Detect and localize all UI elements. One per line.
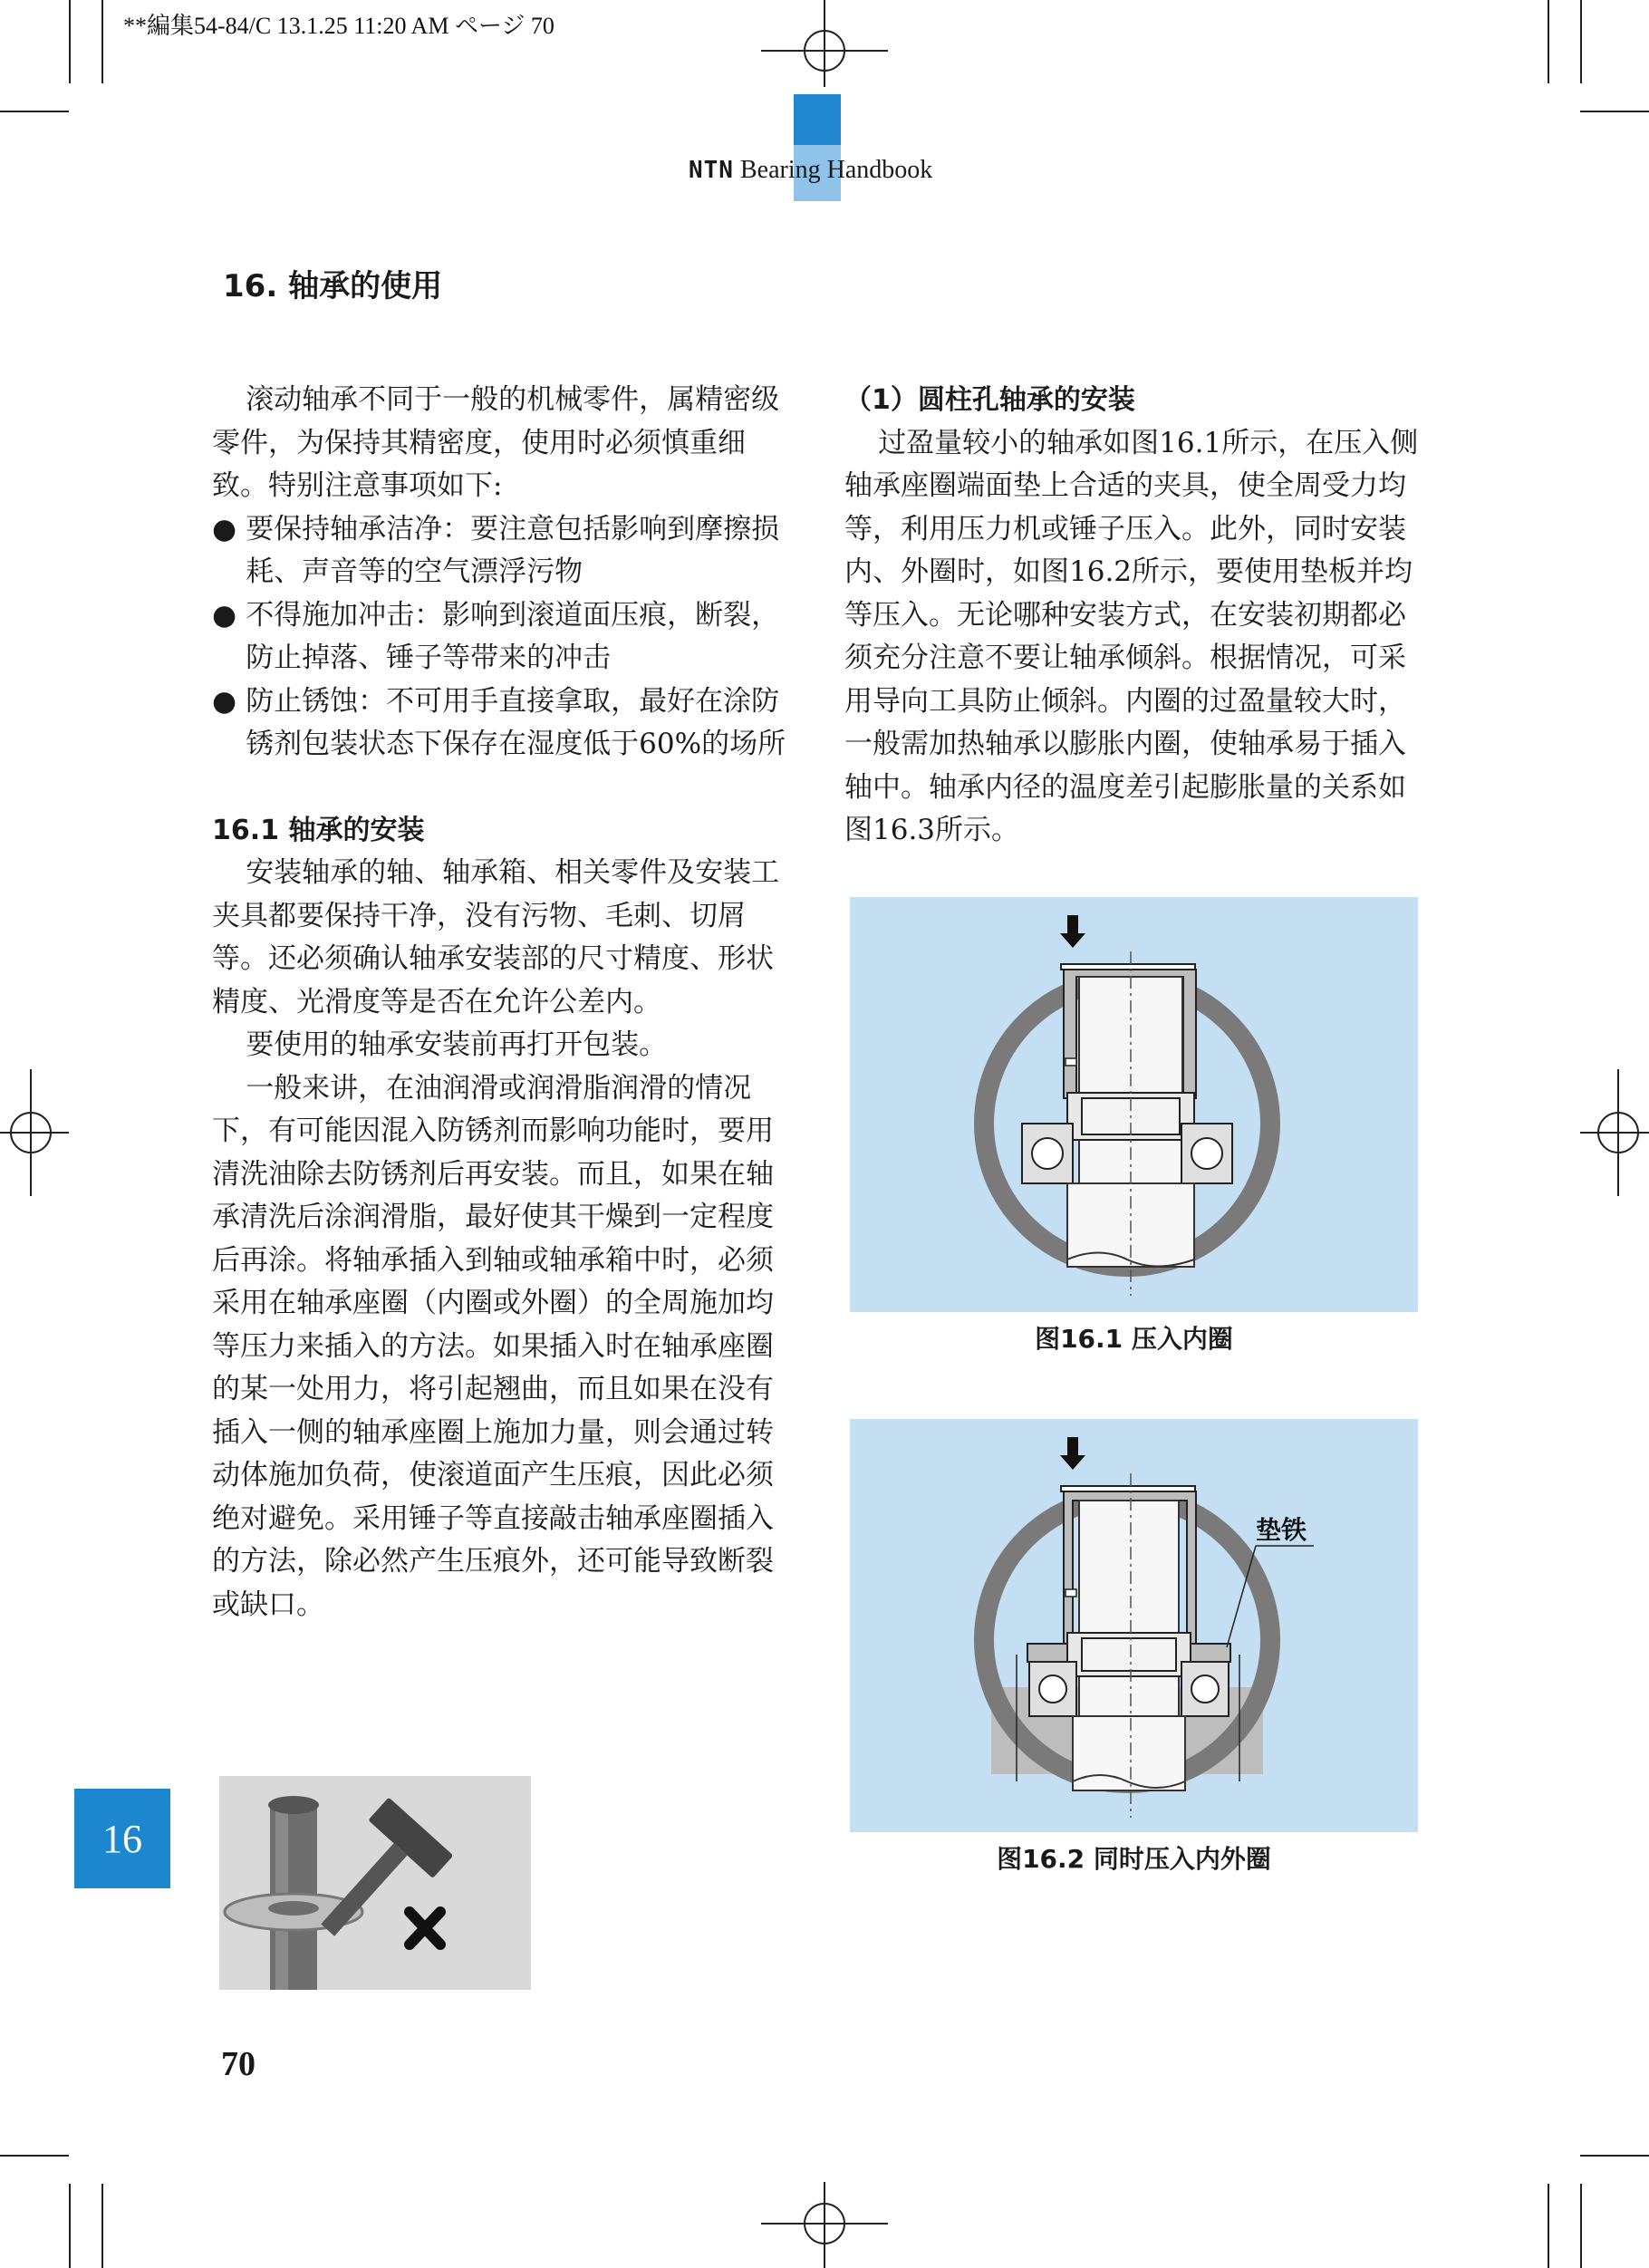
crop-mark <box>69 2184 71 2268</box>
bullet-item: ● 防止锈蚀：不可用手直接拿取，最好在涂防锈剂包装状态下保存在湿度低于60%的场所 <box>212 680 792 767</box>
header-color-band <box>794 94 841 201</box>
body-paragraph: 一般来讲，在油润滑或润滑脂润滑的情况下，有可能因混入防锈剂而影响功能时，要用清洗油除去防锈剂后再安装。而且，如果在轴承清洗后涂润滑脂，最好使其干燥到一定程度后再涂。将轴承插入到轴或轴承箱中时，必须采用在轴承座圈（内圈或外圈）的全周施加均等压力来插入的方法。如果插入时在轴承座圈的某一处用力，将引起翘曲，而且如果在没有插入一侧的轴承座圈上施加力量，则会通过转动体施加负荷，使滚道面产生压痕，因此必须绝对避免。采用锤子等直接敲击轴承座圈插入的方法，除必然产生压痕外，还可能导致断裂或缺口。 <box>212 1071 774 1621</box>
page-number: 70 <box>221 2045 256 2083</box>
registration-mark-top <box>743 0 906 87</box>
shim-label: 垫铁 <box>1256 1515 1307 1545</box>
registration-mark-bottom <box>743 2182 906 2268</box>
crop-mark <box>0 2155 69 2157</box>
bullet-item: ● 要保持轴承洁净：要注意包括影响到摩擦损耗、声音等的空气漂浮污物 <box>212 508 792 594</box>
body-paragraph: 安装轴承的轴、轴承箱、相关零件及安装工夹具都要保持干净，没有污物、毛刺、切屑等。还必须确认轴承安装部的尺寸精度、形状精度、光滑度等是否在允许公差内。 <box>212 856 780 1018</box>
crop-mark <box>0 111 69 112</box>
running-head <box>689 156 932 185</box>
chapter-title: 16. 轴承的使用 <box>223 268 443 304</box>
crop-mark <box>1548 0 1549 83</box>
right-column <box>844 379 1421 853</box>
chapter-tab: 16 <box>74 1789 170 1888</box>
crop-mark <box>1580 111 1649 112</box>
body-paragraph: 过盈量较小的轴承如图16.1所示，在压入侧轴承座圈端面垫上合适的夹具，使全周受力均等，利用压力机或锤子压入。此外，同时安装内、外圈时，如图16.2所示，要使用垫板并均等压入。无论哪种安装方式，在安装初期都必须充分注意不要让轴承倾斜。根据情况，可采用导向工具防止倾斜。内圈的过盈量较大时，一般需加热轴承以膨胀内圈，使轴承易于插入轴中。轴承内径的温度差引起膨胀量的关系如图16.3所示。 <box>844 426 1419 846</box>
figure-caption: 图16.1 压入内圈 <box>1035 1324 1233 1354</box>
intro-paragraph: 滚动轴承不同于一般的机械零件，属精密级零件，为保持其精密度，使用时必须慎重细致。特别注意事项如下: <box>212 383 780 502</box>
bullet-item: ● 不得施加冲击：影响到滚道面压痕，断裂，防止掉落、锤子等带来的冲击 <box>212 594 792 680</box>
press-both-rings-diagram <box>850 1419 1418 1832</box>
crop-mark <box>1580 2184 1582 2268</box>
handbook-title: Bearing Handbook <box>739 156 933 184</box>
body-paragraph: 要使用的轴承安装前再打开包装。 <box>246 1028 668 1061</box>
crop-mark <box>1580 0 1582 83</box>
registration-mark-right <box>1577 1051 1649 1214</box>
brand-name: NTN <box>689 157 734 184</box>
section-heading: 16.1 轴承的安装 <box>212 814 425 846</box>
bullet-icon: ● <box>212 512 237 545</box>
left-column <box>212 379 792 1626</box>
figure-caption: 图16.2 同时压入内外圈 <box>997 1844 1271 1874</box>
registration-mark-left <box>0 1051 72 1214</box>
bullet-icon: ● <box>212 598 237 632</box>
press-inner-ring-diagram <box>850 897 1418 1312</box>
crop-mark <box>101 0 103 83</box>
crop-mark <box>1548 2184 1549 2268</box>
hammer-warning-photo <box>219 1776 531 1990</box>
print-meta: **編集54-84/C 13.1.25 11:20 AM ページ 70 <box>123 13 554 39</box>
hammer-strike-prohibited-icon <box>219 1776 531 1990</box>
crop-mark <box>69 0 71 83</box>
crop-mark <box>1580 2155 1649 2157</box>
figure-16-2 <box>850 1419 1418 1832</box>
figure-16-1 <box>850 897 1418 1312</box>
crop-mark <box>101 2184 103 2268</box>
bullet-icon: ● <box>212 684 237 718</box>
sub-heading: （1）圆柱孔轴承的安装 <box>844 384 1135 416</box>
